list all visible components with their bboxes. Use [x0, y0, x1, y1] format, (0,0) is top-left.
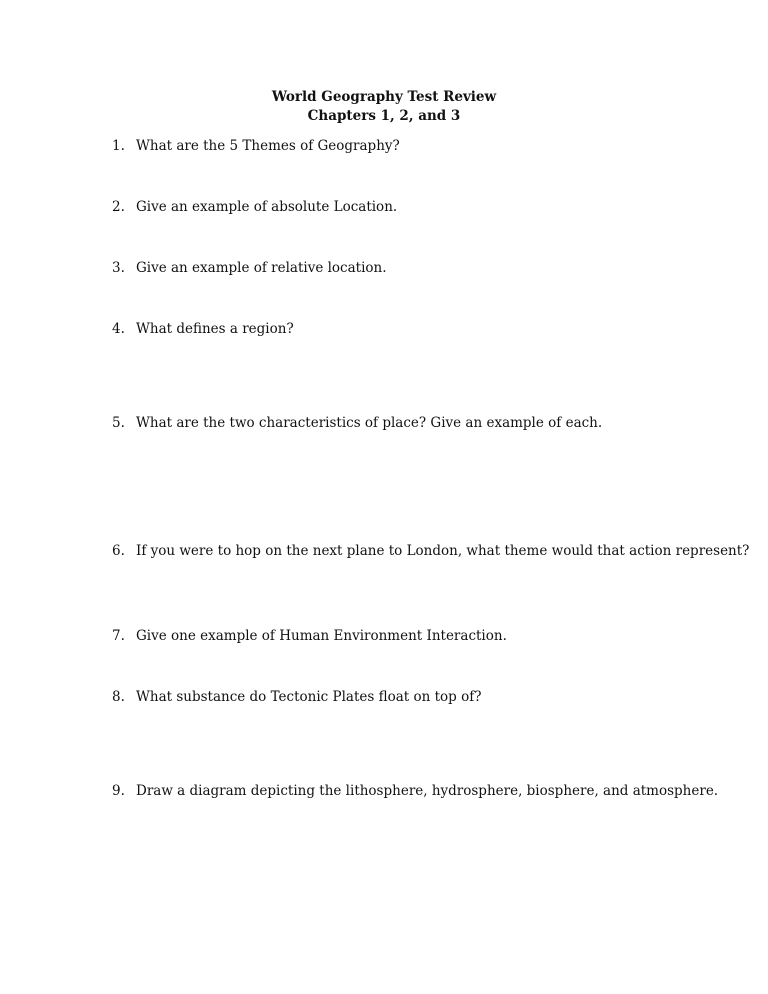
question-number: 9. [112, 783, 125, 799]
question-text: What defines a region? [136, 321, 294, 337]
question-text: What are the 5 Themes of Geography? [136, 138, 400, 154]
question-number: 5. [112, 415, 125, 431]
question-text: Draw a diagram depicting the lithosphere, hydrosphere, biosphere, and atmosphere. [136, 783, 719, 799]
question-text: Give an example of relative location. [136, 260, 387, 276]
question-text: What substance do Tectonic Plates float on top of? [136, 689, 482, 705]
question-number: 6. [112, 543, 125, 559]
question-6 [112, 542, 750, 560]
question-number: 3. [112, 260, 125, 276]
question-text: Give an example of absolute Location. [136, 199, 398, 215]
question-number: 7. [112, 628, 125, 644]
question-number: 1. [112, 138, 125, 154]
question-4 [112, 320, 732, 338]
question-number: 2. [112, 199, 125, 215]
question-8 [112, 688, 732, 706]
question-9 [112, 782, 732, 800]
question-text: Give one example of Human Environment Interaction. [136, 628, 507, 644]
question-7 [112, 627, 732, 645]
question-5 [112, 414, 732, 432]
document-title: World Geography Test Review [271, 89, 497, 105]
question-1 [112, 137, 732, 155]
question-number: 8. [112, 689, 125, 705]
document-subtitle: Chapters 1, 2, and 3 [307, 108, 461, 124]
document-header [0, 88, 768, 126]
question-number: 4. [112, 321, 125, 337]
question-2 [112, 198, 732, 216]
question-3 [112, 259, 732, 277]
question-text: If you were to hop on the next plane to London, what theme would that action represent? [136, 543, 750, 559]
question-text: What are the two characteristics of place? Give an example of each. [136, 415, 603, 431]
